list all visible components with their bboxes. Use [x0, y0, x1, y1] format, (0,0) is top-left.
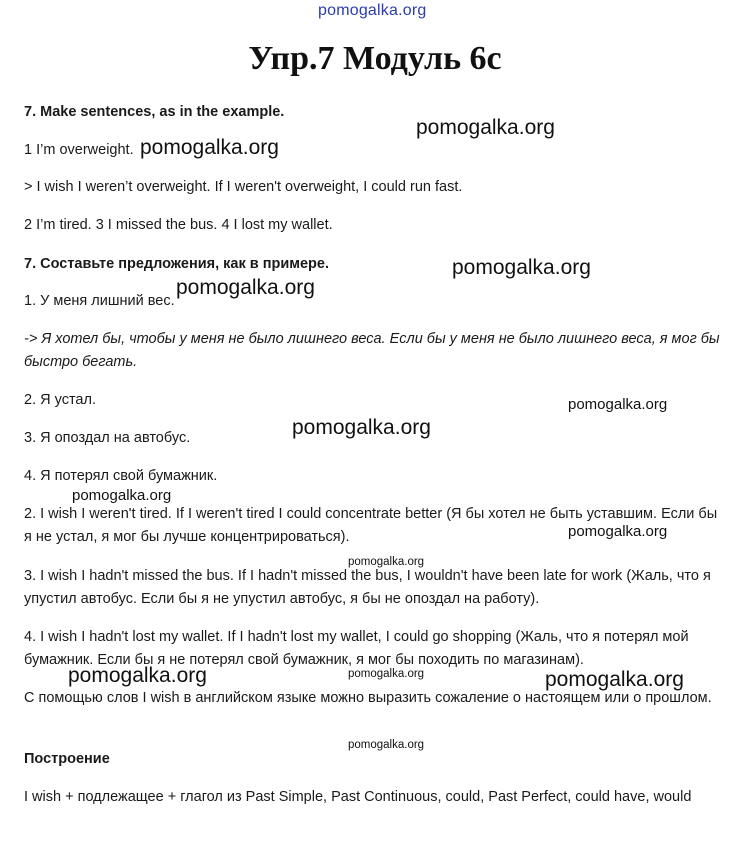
construction-text: I wish + подлежащее + глагол из Past Simple, Past Continuous, could, Past Perfect, could have, would [24, 789, 692, 805]
russian-task-heading: 7. Составьте предложения, как в примере. [24, 256, 329, 272]
watermark-top: pomogalka.org [318, 2, 427, 19]
russian-line-1: 1. У меня лишний вес. [24, 293, 175, 309]
page-title: Упр.7 Модуль 6с [248, 40, 502, 77]
english-task-heading: 7. Make sentences, as in the example. [24, 104, 285, 120]
answer-2: 2. I wish I weren't tired. If I weren't tired I could concentrate better (Я бы хотел не быть уставшим. Если бы я не устал, я мог бы лучше концентрироваться). [24, 506, 718, 545]
construction-heading: Построение [24, 751, 110, 767]
watermark: pomogalka.org [568, 523, 668, 540]
answer-4: 4. I wish I hadn't lost my wallet. If I hadn't lost my wallet, I could go shopping (Жаль, что я потерял мой бумажник. Если бы я не потерял свой бумажник, я мог бы походить по магазинам). [24, 629, 689, 668]
watermark: pomogalka.org [348, 556, 425, 568]
russian-line-2: 2. Я устал. [24, 392, 96, 408]
watermark: pomogalka.org [545, 668, 684, 691]
english-example: > I wish I weren’t overweight. If I weren't overweight, I could run fast. [24, 179, 463, 195]
watermark: pomogalka.org [348, 739, 425, 751]
watermark: pomogalka.org [348, 668, 425, 680]
watermark: pomogalka.org [568, 396, 668, 413]
watermark: pomogalka.org [72, 487, 172, 504]
english-line-1: 1 I’m overweight. [24, 142, 134, 158]
answer-3: 3. I wish I hadn't missed the bus. If I hadn't missed the bus, I wouldn't have been late for work (Жаль, что я упустил автобус. Если бы я не упустил автобус, я бы не опоздал на работу). [24, 568, 711, 607]
explanation-text: С помощью слов I wish в английском языке можно выразить сожаление о настоящем или о прошлом. [24, 690, 712, 706]
watermark: pomogalka.org [140, 136, 279, 159]
russian-example: -> Я хотел бы, чтобы у меня не было лишнего веса. Если бы у меня не было лишнего веса, я мог бы быстро бегать. [24, 331, 720, 370]
watermark: pomogalka.org [292, 416, 431, 439]
watermark: pomogalka.org [176, 276, 315, 299]
russian-line-3: 3. Я опоздал на автобус. [24, 430, 191, 446]
english-line-2: 2 I’m tired. 3 I missed the bus. 4 I lost my wallet. [24, 217, 333, 233]
russian-line-4: 4. Я потерял свой бумажник. [24, 468, 218, 484]
watermark: pomogalka.org [416, 116, 555, 139]
watermark: pomogalka.org [68, 664, 207, 687]
watermark: pomogalka.org [452, 256, 591, 279]
